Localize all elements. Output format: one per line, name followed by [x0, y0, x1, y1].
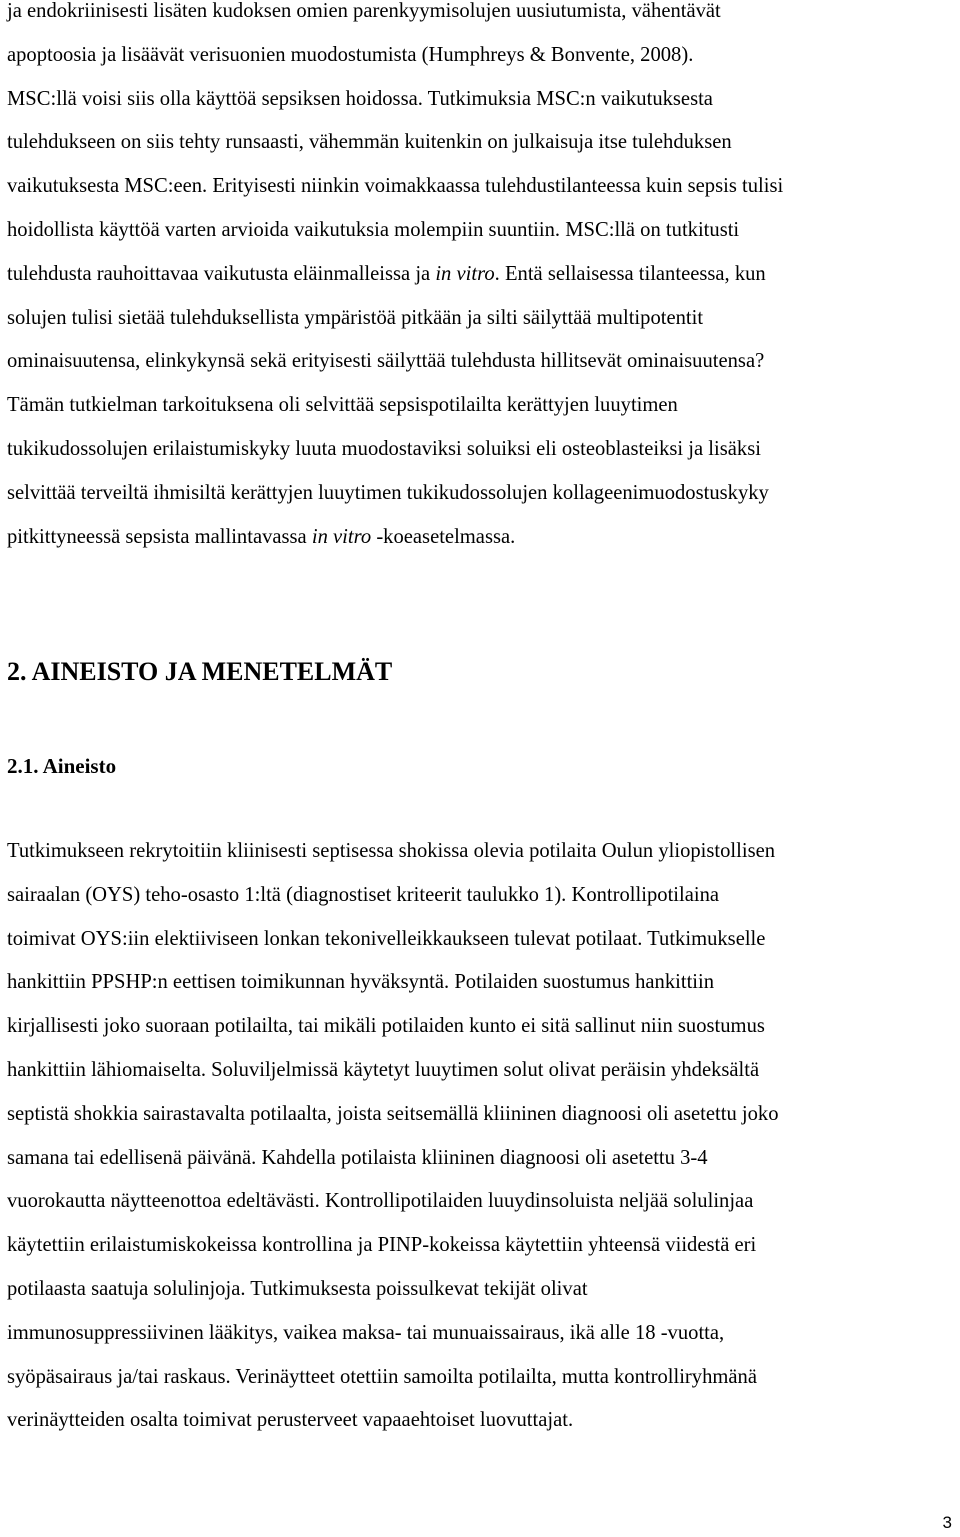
- text-line: apoptoosia ja lisäävät verisuonien muodostumista (Humphreys & Bonvente, 2008).: [7, 43, 694, 66]
- methods-paragraph: [7, 830, 927, 1443]
- page-number: 3: [942, 1513, 952, 1532]
- text-fragment: tulehdusta rauhoittavaa vaikutusta eläinmalleissa ja: [7, 262, 436, 285]
- text-line: vaikutuksesta MSC:een. Erityisesti niinkin voimakkaassa tulehdustilanteessa kuin sepsis tulisi: [7, 175, 784, 198]
- text-line: tulehdukseen on siis tehty runsaasti, vähemmän kuitenkin on julkaisuja itse tulehduksen: [7, 131, 732, 154]
- text-line: ominaisuutensa, elinkykynsä sekä erityisesti säilyttää tulehdusta hillitsevät ominaisuutensa?: [7, 350, 765, 373]
- text-line: ja endokriinisesti lisäten kudoksen omien parenkyymisolujen uusiutumista, vähentävät: [7, 0, 721, 22]
- text-fragment: pitkittyneessä sepsista mallintavassa: [7, 525, 312, 548]
- text-line: solujen tulisi sietää tulehduksellista ympäristöä pitkään ja silti säilyttää multipotentit: [7, 306, 704, 329]
- text-line: sairaalan (OYS) teho-osasto 1:ltä (diagnostiset kriteerit taulukko 1). Kontrollipotilaina: [7, 883, 720, 906]
- text-line: Tämän tutkielman tarkoituksena oli selvittää sepsispotilailta kerättyjen luuytimen: [7, 394, 678, 417]
- text-line: selvittää terveiltä ihmisiltä kerättyjen luuytimen tukikudossolujen kollageenimuodostuskyky: [7, 481, 769, 504]
- text-line: Tutkimukseen rekrytoitiin kliinisesti septisessa shokissa olevia potilaita Oulun yliopistollisen: [7, 840, 776, 862]
- text-line: toimivat OYS:iin elektiiviseen lonkan tekonivelleikkaukseen tulevat potilaat. Tutkimukselle: [7, 927, 766, 950]
- text-line: tukikudossolujen erilaistumiskyky luuta muodostaviksi soluiksi eli osteoblasteiksi ja lisäksi: [7, 437, 761, 460]
- text-line: hankittiin PPSHP:n eettisen toimikunnan hyväksyntä. Potilaiden suostumus hankittiin: [7, 971, 715, 994]
- text-line: potilaasta saatuja solulinjoja. Tutkimuksesta poissulkevat tekijät olivat: [7, 1277, 588, 1300]
- italic-term: in vitro: [311, 525, 372, 548]
- text-line: [7, 253, 927, 297]
- text-line: MSC:llä voisi siis olla käyttöä sepsiksen hoidossa. Tutkimuksia MSC:n vaikutuksesta: [7, 87, 713, 110]
- text-line: verinäytteiden osalta toimivat perusterveet vapaaehtoiset luovuttajat.: [7, 1409, 574, 1432]
- text-line: immunosuppressiivinen lääkitys, vaikea maksa- tai munuaissairaus, ikä alle 18 -vuotta,: [7, 1321, 725, 1344]
- text-line: syöpäsairaus ja/tai raskaus. Verinäytteet otettiin samoilta potilailta, mutta kontrolliryhmänä: [7, 1365, 757, 1388]
- text-line: hoidollista käyttöä varten arvioida vaikutuksia molempiin suuntiin. MSC:llä on tutkitusti: [7, 218, 740, 241]
- text-line: hankittiin lähiomaiselta. Soluviljelmissä käytetyt luuytimen solut olivat peräisin yhdeksältä: [7, 1058, 760, 1081]
- text-line: septistä shokkia sairastavalta potilaalta, joista seitsemällä kliininen diagnoosi oli asetettu joko: [7, 1102, 779, 1125]
- text-fragment: . Entä sellaisessa tilanteessa, kun: [494, 262, 766, 285]
- text-line: [7, 516, 927, 560]
- text-line: samana tai edellisenä päivänä. Kahdella potilaista kliininen diagnoosi oli asetettu 3-4: [7, 1146, 708, 1169]
- intro-paragraph: [7, 0, 927, 559]
- text-fragment: -koeasetelmassa.: [371, 525, 516, 548]
- text-line: vuorokautta näytteenottoa edeltävästi. Kontrollipotilaiden luuydinsoluista neljää solulinjaa: [7, 1190, 754, 1213]
- subsection-heading: 2.1. Aineisto: [7, 754, 117, 778]
- section-heading: 2. AINEISTO JA MENETELMÄT: [7, 657, 393, 686]
- italic-term: in vitro: [435, 262, 495, 285]
- text-line: käytettiin erilaistumiskokeissa kontrollina ja PINP-kokeissa käytettiin yhteensä viidestä eri: [7, 1234, 757, 1257]
- text-line: kirjallisesti joko suoraan potilailta, tai mikäli potilaiden kunto ei sitä sallinut niin suostumus: [7, 1015, 765, 1038]
